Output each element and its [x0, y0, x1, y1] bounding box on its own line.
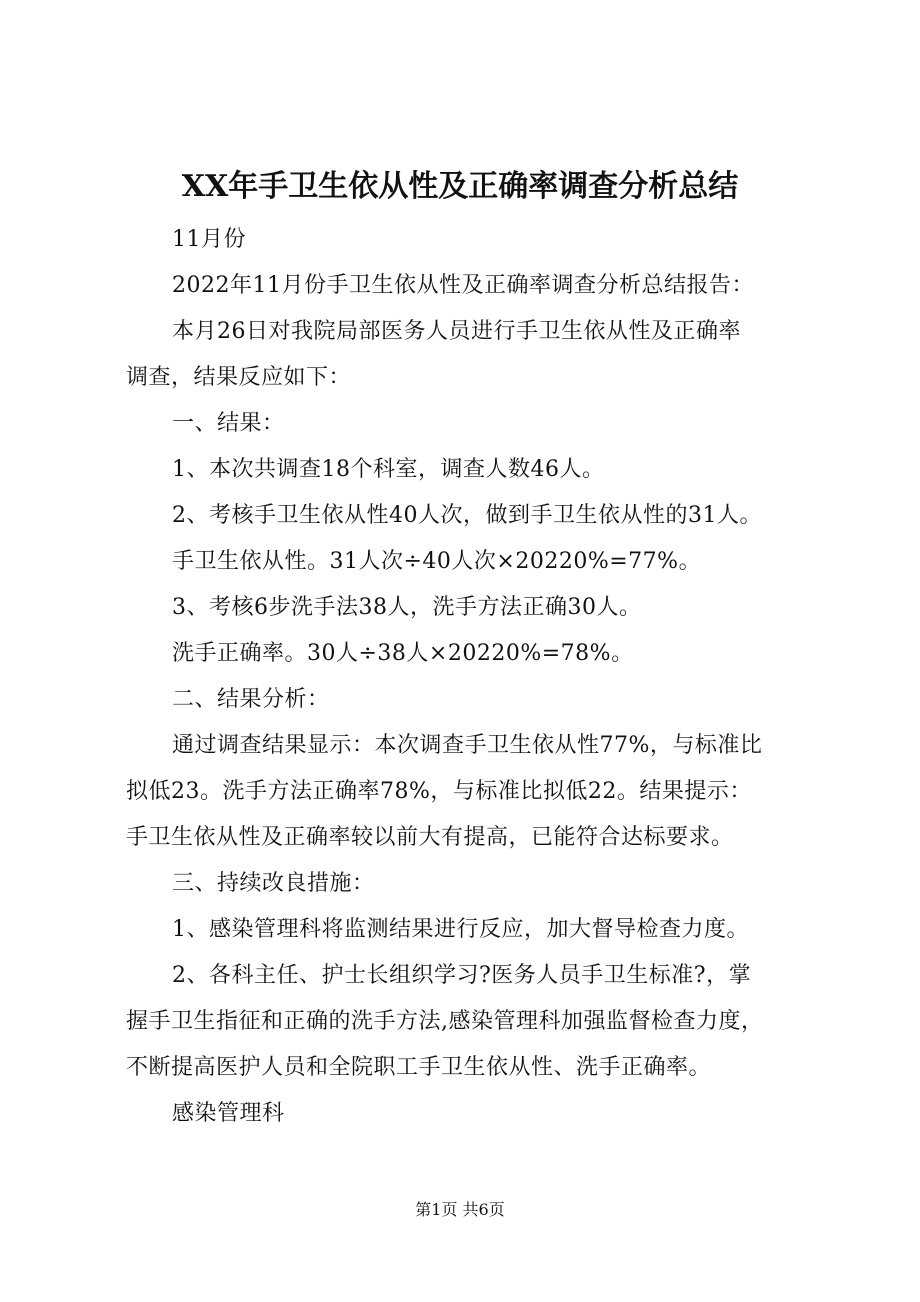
paragraph-line: 拟低23。洗手方法正确率78%，与标准比拟低22。结果提示：	[126, 779, 752, 804]
signature-department: 感染管理科	[172, 1101, 285, 1126]
measure-item: 1、感染管理科将监测结果进行反应，加大督导检查力度。	[172, 917, 749, 942]
paragraph-line: 通过调查结果显示：本次调查手卫生依从性77%，与标准比	[172, 733, 763, 758]
result-item: 3、考核6步洗手法38人，洗手方法正确30人。	[172, 595, 642, 620]
paragraph-line: 调查，结果反应如下：	[126, 365, 352, 390]
paragraph-line: 握手卫生指征和正确的洗手方法,感染管理科加强监督检查力度，	[126, 1009, 764, 1034]
report-heading: 2022年11月份手卫生依从性及正确率调查分析总结报告：	[172, 273, 754, 298]
month-label: 11月份	[172, 227, 246, 252]
document-title: XX年手卫生依从性及正确率调查分析总结	[181, 169, 739, 204]
result-formula: 洗手正确率。30人÷38人×20220%=78%。	[172, 641, 634, 666]
result-formula: 手卫生依从性。31人次÷40人次×20220%=77%。	[172, 549, 702, 574]
section-heading-results: 一、结果：	[172, 411, 285, 436]
section-heading-measures: 三、持续改良措施：	[172, 871, 375, 896]
paragraph-line: 手卫生依从性及正确率较以前大有提高，已能符合达标要求。	[126, 825, 734, 850]
result-item: 1、本次共调查18个科室，调查人数46人。	[172, 457, 605, 482]
paragraph-line: 本月26日对我院局部医务人员进行手卫生依从性及正确率	[172, 319, 741, 344]
section-heading-analysis: 二、结果分析：	[172, 687, 330, 712]
page-footer: 第1页 共6页	[415, 1200, 505, 1219]
paragraph-line: 不断提高医护人员和全院职工手卫生依从性、洗手正确率。	[126, 1055, 712, 1080]
measure-item: 2、各科主任、护士长组织学习?医务人员手卫生标准?，掌	[172, 963, 752, 988]
result-item: 2、考核手卫生依从性40人次，做到手卫生依从性的31人。	[172, 503, 762, 528]
